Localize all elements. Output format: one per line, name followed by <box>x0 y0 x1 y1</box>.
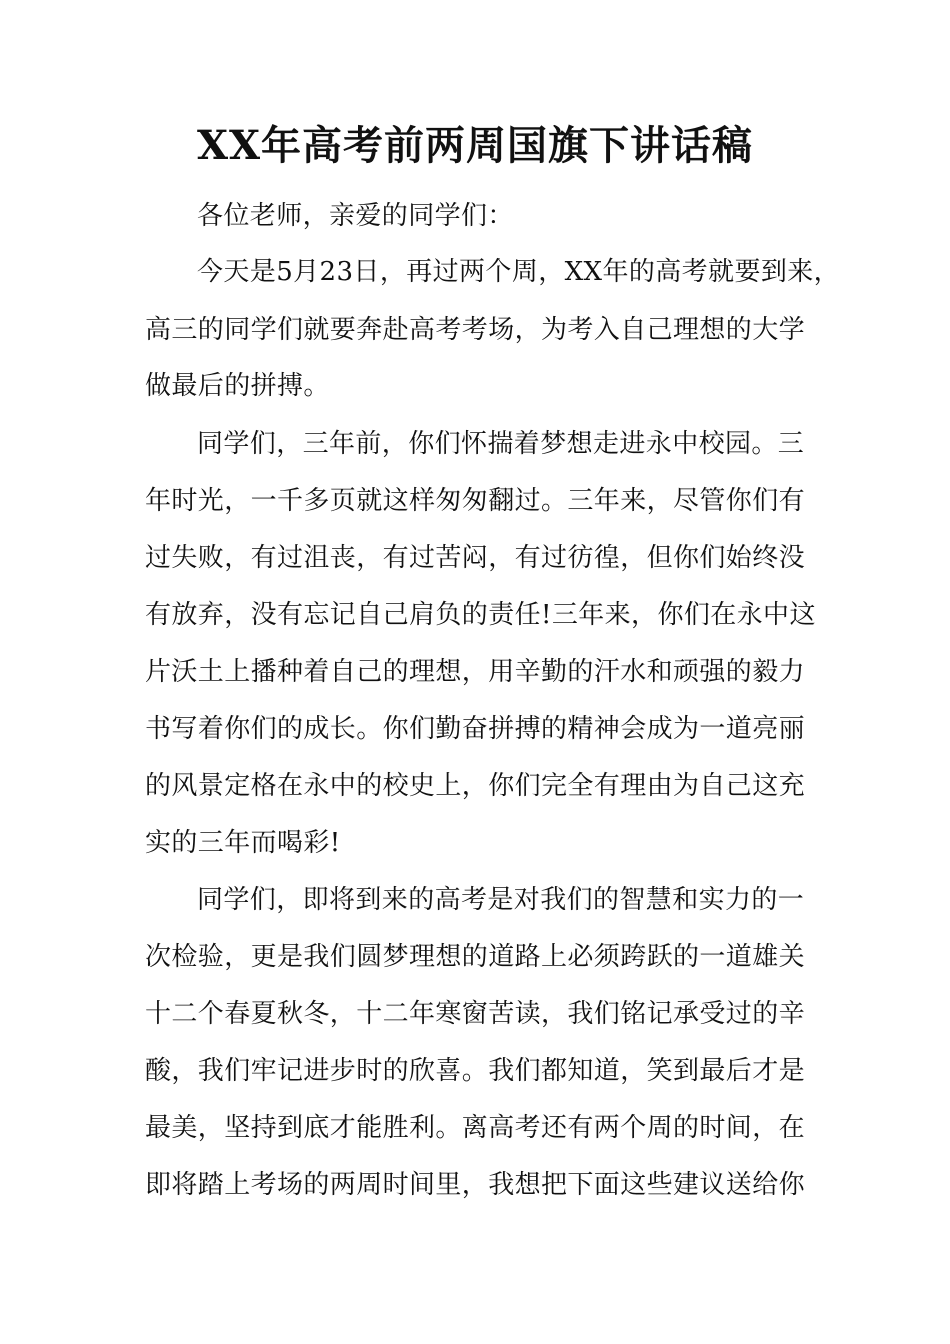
text-line: 同学们，三年前，你们怀揣着梦想走进永中校园。三 <box>197 429 805 459</box>
text-line: 次检验，更是我们圆梦理想的道路上必须跨跃的一道雄关 <box>145 942 806 972</box>
text-line: 十二个春夏秋冬，十二年寒窗苦读，我们铭记承受过的辛 <box>145 999 806 1029</box>
text-line: 即将踏上考场的两周时间里，我想把下面这些建议送给你 <box>145 1170 806 1200</box>
text-line: 过失败，有过沮丧，有过苦闷，有过彷徨，但你们始终没 <box>145 543 806 573</box>
text-line: 最美，坚持到底才能胜利。离高考还有两个周的时间，在 <box>145 1113 806 1143</box>
salutation-line: 各位老师，亲爱的同学们： <box>197 201 514 231</box>
text-line: 书写着你们的成长。你们勤奋拼搏的精神会成为一道亮丽 <box>145 714 806 744</box>
text-line: 做最后的拼搏。 <box>145 371 330 401</box>
text-line: 的风景定格在永中的校史上，你们完全有理由为自己这充 <box>145 771 806 801</box>
text-line: 年时光，一千多页就这样匆匆翻过。三年来，尽管你们有 <box>145 486 806 516</box>
text-line: 有放弃，没有忘记自己肩负的责任!三年来，你们在永中这 <box>145 600 816 630</box>
text-line: 酸，我们牢记进步时的欣喜。我们都知道，笑到最后才是 <box>145 1056 806 1086</box>
text-line: 片沃土上播种着自己的理想，用辛勤的汗水和顽强的毅力 <box>145 657 806 687</box>
text-line: 今天是5月23日，再过两个周，XX年的高考就要到来， <box>197 257 841 287</box>
document-title: XX年高考前两周国旗下讲话稿 <box>196 122 754 169</box>
text-line: 同学们，即将到来的高考是对我们的智慧和实力的一 <box>197 885 805 915</box>
text-line: 实的三年而喝彩! <box>145 828 341 858</box>
text-line: 高三的同学们就要奔赴高考考场，为考入自己理想的大学 <box>145 315 806 345</box>
